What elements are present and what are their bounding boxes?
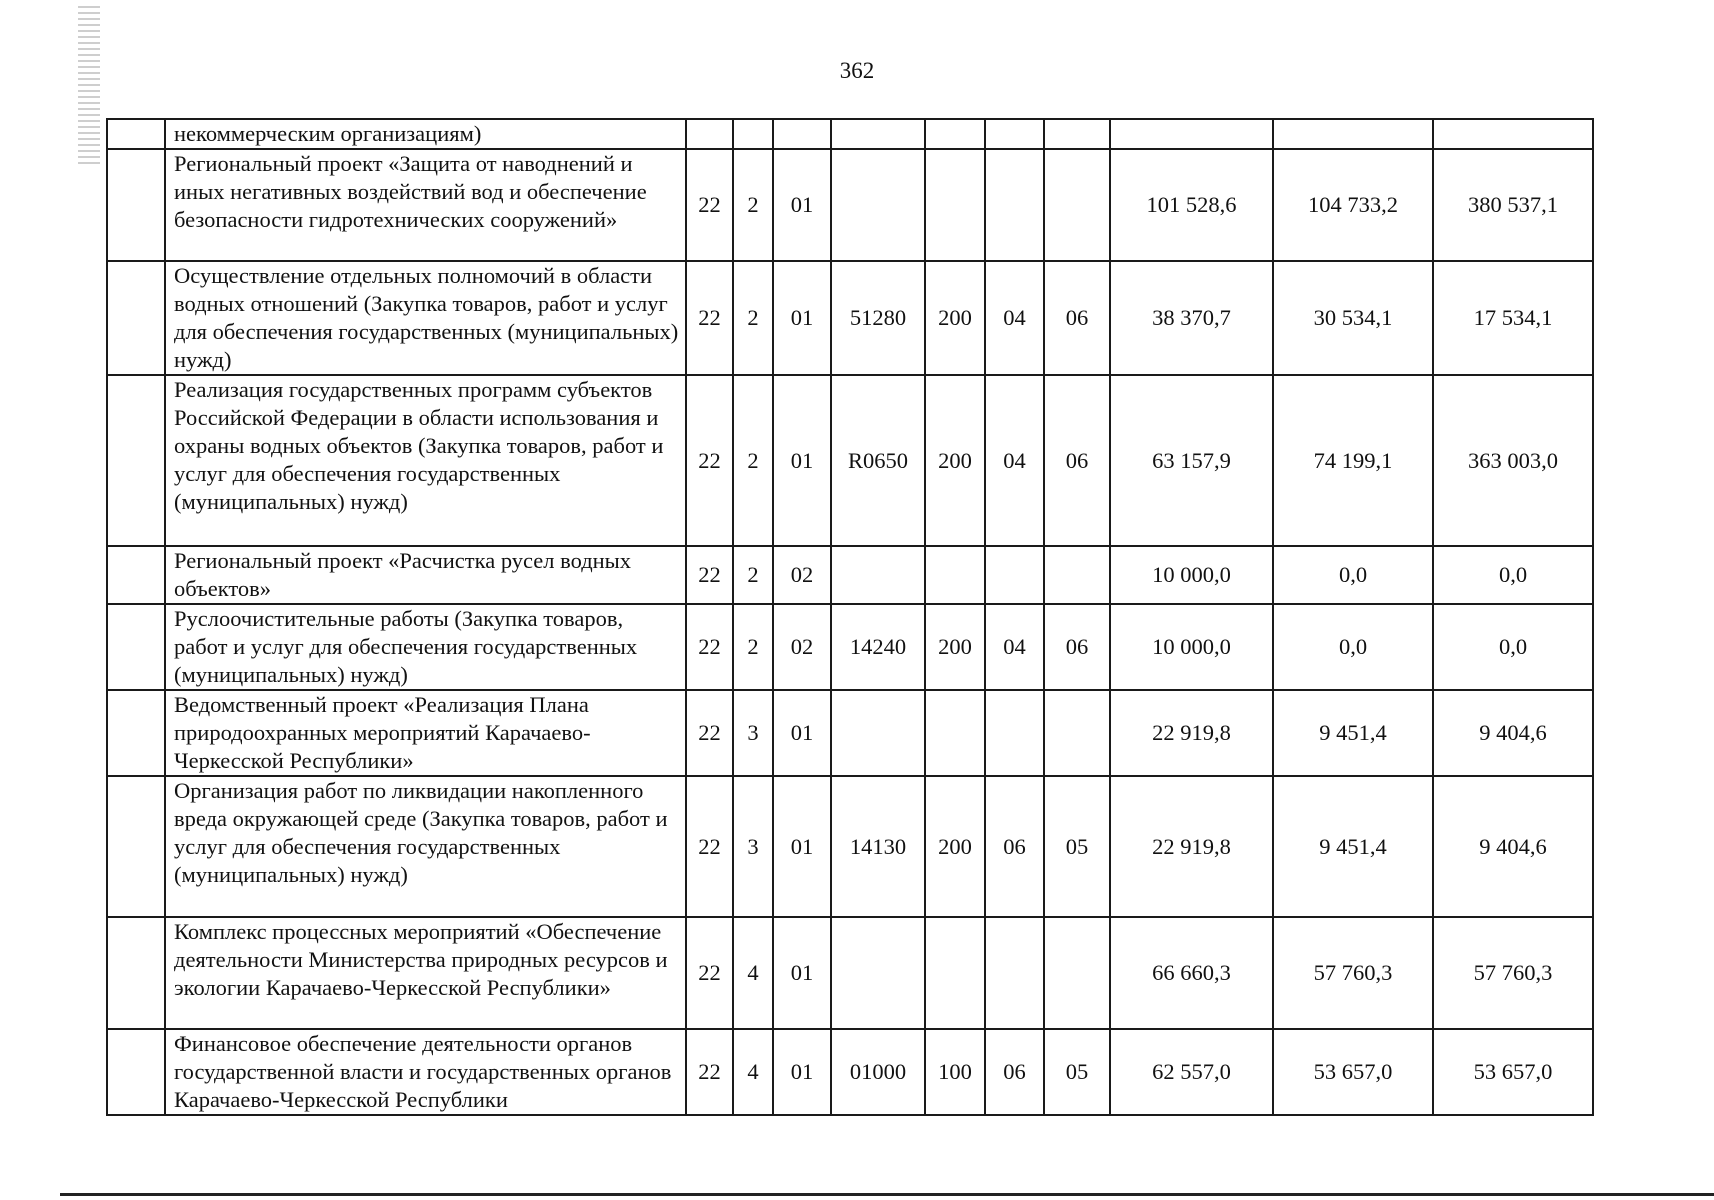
code-direction-cell — [831, 546, 925, 604]
code-subsection-cell — [1044, 690, 1110, 776]
table-row — [107, 690, 1593, 776]
code-program-cell: 3 — [733, 776, 773, 917]
code-ministry-cell: 22 — [686, 917, 733, 1029]
amount-year1-cell: 63 157,9 — [1110, 375, 1273, 546]
code-expense-type-cell — [925, 149, 985, 261]
table-body — [107, 119, 1593, 1115]
table-row — [107, 119, 1593, 149]
amount-year3-cell: 0,0 — [1433, 604, 1593, 690]
code-subprogram-cell: 01 — [773, 776, 831, 917]
row-index-cell — [107, 546, 165, 604]
code-program-cell — [733, 119, 773, 149]
row-index-cell — [107, 690, 165, 776]
table-row — [107, 917, 1593, 1029]
code-ministry-cell: 22 — [686, 261, 733, 375]
page-number: 362 — [839, 58, 875, 83]
code-subsection-cell — [1044, 149, 1110, 261]
amount-year3-cell: 363 003,0 — [1433, 375, 1593, 546]
row-index-cell — [107, 776, 165, 917]
code-subsection-cell: 06 — [1044, 261, 1110, 375]
amount-year3-cell: 0,0 — [1433, 546, 1593, 604]
row-index-cell — [107, 119, 165, 149]
item-name-cell: Региональный проект «Защита от наводнений и иных негативных воздействий вод и обеспечение безопасности гидротехнических сооружений» — [165, 149, 686, 261]
budget-table — [106, 118, 1594, 1116]
amount-year2-cell: 0,0 — [1273, 546, 1433, 604]
row-index-cell — [107, 604, 165, 690]
row-index-cell — [107, 375, 165, 546]
code-ministry-cell: 22 — [686, 546, 733, 604]
code-section-cell: 04 — [985, 604, 1044, 690]
item-name-cell: Осуществление отдельных полномочий в области водных отношений (Закупка товаров, работ и услуг для обеспечения государственных (муниципальных) нужд) — [165, 261, 686, 375]
code-ministry-cell: 22 — [686, 375, 733, 546]
code-ministry-cell: 22 — [686, 1029, 733, 1115]
code-program-cell: 2 — [733, 604, 773, 690]
code-subsection-cell — [1044, 546, 1110, 604]
item-name-cell: Региональный проект «Расчистка русел водных объектов» — [165, 546, 686, 604]
row-index-cell — [107, 149, 165, 261]
amount-year1-cell: 38 370,7 — [1110, 261, 1273, 375]
table-row — [107, 261, 1593, 375]
code-program-cell: 4 — [733, 1029, 773, 1115]
code-program-cell: 2 — [733, 375, 773, 546]
code-direction-cell — [831, 917, 925, 1029]
item-name-cell: Руслоочистительные работы (Закупка товаров, работ и услуг для обеспечения государственных (муниципальных) нужд) — [165, 604, 686, 690]
amount-year1-cell: 10 000,0 — [1110, 604, 1273, 690]
code-program-cell: 2 — [733, 261, 773, 375]
code-subprogram-cell: 01 — [773, 1029, 831, 1115]
item-name-cell: Комплекс процессных мероприятий «Обеспечение деятельности Министерства природных ресурсов и экологии Карачаево-Черкесской Республики» — [165, 917, 686, 1029]
amount-year1-cell: 101 528,6 — [1110, 149, 1273, 261]
code-subsection-cell: 06 — [1044, 375, 1110, 546]
amount-year3-cell — [1433, 119, 1593, 149]
code-section-cell — [985, 119, 1044, 149]
code-direction-cell: 01000 — [831, 1029, 925, 1115]
amount-year3-cell: 17 534,1 — [1433, 261, 1593, 375]
amount-year3-cell: 9 404,6 — [1433, 690, 1593, 776]
code-expense-type-cell — [925, 917, 985, 1029]
page-bottom-edge — [60, 1193, 1714, 1196]
code-subsection-cell: 05 — [1044, 776, 1110, 917]
code-section-cell — [985, 546, 1044, 604]
code-program-cell: 2 — [733, 546, 773, 604]
amount-year1-cell: 22 919,8 — [1110, 776, 1273, 917]
code-ministry-cell: 22 — [686, 776, 733, 917]
amount-year2-cell: 74 199,1 — [1273, 375, 1433, 546]
amount-year2-cell: 57 760,3 — [1273, 917, 1433, 1029]
code-ministry-cell — [686, 119, 733, 149]
code-subprogram-cell: 02 — [773, 546, 831, 604]
code-section-cell: 04 — [985, 261, 1044, 375]
code-section-cell: 06 — [985, 776, 1044, 917]
code-section-cell: 04 — [985, 375, 1044, 546]
code-ministry-cell: 22 — [686, 690, 733, 776]
code-section-cell — [985, 690, 1044, 776]
amount-year2-cell: 104 733,2 — [1273, 149, 1433, 261]
amount-year1-cell: 62 557,0 — [1110, 1029, 1273, 1115]
code-program-cell: 4 — [733, 917, 773, 1029]
amount-year1-cell: 10 000,0 — [1110, 546, 1273, 604]
table-row — [107, 375, 1593, 546]
item-name-cell: Реализация государственных программ субъектов Российской Федерации в области использования и охраны водных объектов (Закупка товаров, работ и услуг для обеспечения государственных (муниципальных) нужд) — [165, 375, 686, 546]
row-index-cell — [107, 917, 165, 1029]
code-subsection-cell: 05 — [1044, 1029, 1110, 1115]
code-section-cell — [985, 149, 1044, 261]
table-row — [107, 776, 1593, 917]
code-expense-type-cell: 200 — [925, 375, 985, 546]
amount-year3-cell: 57 760,3 — [1433, 917, 1593, 1029]
code-expense-type-cell — [925, 119, 985, 149]
amount-year1-cell: 22 919,8 — [1110, 690, 1273, 776]
code-subprogram-cell: 01 — [773, 917, 831, 1029]
code-subsection-cell — [1044, 119, 1110, 149]
amount-year2-cell: 0,0 — [1273, 604, 1433, 690]
amount-year2-cell — [1273, 119, 1433, 149]
row-index-cell — [107, 1029, 165, 1115]
code-subsection-cell — [1044, 917, 1110, 1029]
table-row — [107, 149, 1593, 261]
amount-year2-cell: 9 451,4 — [1273, 776, 1433, 917]
amount-year3-cell: 380 537,1 — [1433, 149, 1593, 261]
code-subprogram-cell: 01 — [773, 261, 831, 375]
code-program-cell: 2 — [733, 149, 773, 261]
code-section-cell — [985, 917, 1044, 1029]
code-subprogram-cell: 01 — [773, 375, 831, 546]
code-subprogram-cell: 01 — [773, 149, 831, 261]
code-expense-type-cell: 200 — [925, 776, 985, 917]
code-subprogram-cell: 01 — [773, 690, 831, 776]
code-ministry-cell: 22 — [686, 604, 733, 690]
amount-year2-cell: 9 451,4 — [1273, 690, 1433, 776]
code-subprogram-cell: 02 — [773, 604, 831, 690]
code-program-cell: 3 — [733, 690, 773, 776]
amount-year2-cell: 53 657,0 — [1273, 1029, 1433, 1115]
code-direction-cell — [831, 119, 925, 149]
code-subprogram-cell — [773, 119, 831, 149]
code-ministry-cell: 22 — [686, 149, 733, 261]
code-expense-type-cell — [925, 546, 985, 604]
amount-year1-cell: 66 660,3 — [1110, 917, 1273, 1029]
code-expense-type-cell: 200 — [925, 604, 985, 690]
amount-year3-cell: 9 404,6 — [1433, 776, 1593, 917]
table-row — [107, 1029, 1593, 1115]
code-direction-cell: 14130 — [831, 776, 925, 917]
code-direction-cell: 14240 — [831, 604, 925, 690]
code-direction-cell — [831, 690, 925, 776]
code-expense-type-cell — [925, 690, 985, 776]
amount-year1-cell — [1110, 119, 1273, 149]
code-direction-cell: R0650 — [831, 375, 925, 546]
table-row — [107, 546, 1593, 604]
row-index-cell — [107, 261, 165, 375]
code-expense-type-cell: 200 — [925, 261, 985, 375]
code-subsection-cell: 06 — [1044, 604, 1110, 690]
scan-artifact — [78, 6, 100, 166]
code-expense-type-cell: 100 — [925, 1029, 985, 1115]
code-direction-cell: 51280 — [831, 261, 925, 375]
item-name-cell: некоммерческим организациям) — [165, 119, 686, 149]
item-name-cell: Организация работ по ликвидации накопленного вреда окружающей среде (Закупка товаров, работ и услуг для обеспечения государственных (муниципальных) нужд) — [165, 776, 686, 917]
code-section-cell: 06 — [985, 1029, 1044, 1115]
table-row — [107, 604, 1593, 690]
amount-year2-cell: 30 534,1 — [1273, 261, 1433, 375]
item-name-cell: Финансовое обеспечение деятельности органов государственной власти и государственных органов Карачаево-Черкесской Республики — [165, 1029, 686, 1115]
item-name-cell: Ведомственный проект «Реализация Плана природоохранных мероприятий Карачаево-Черкесской Республики» — [165, 690, 686, 776]
amount-year3-cell: 53 657,0 — [1433, 1029, 1593, 1115]
code-direction-cell — [831, 149, 925, 261]
